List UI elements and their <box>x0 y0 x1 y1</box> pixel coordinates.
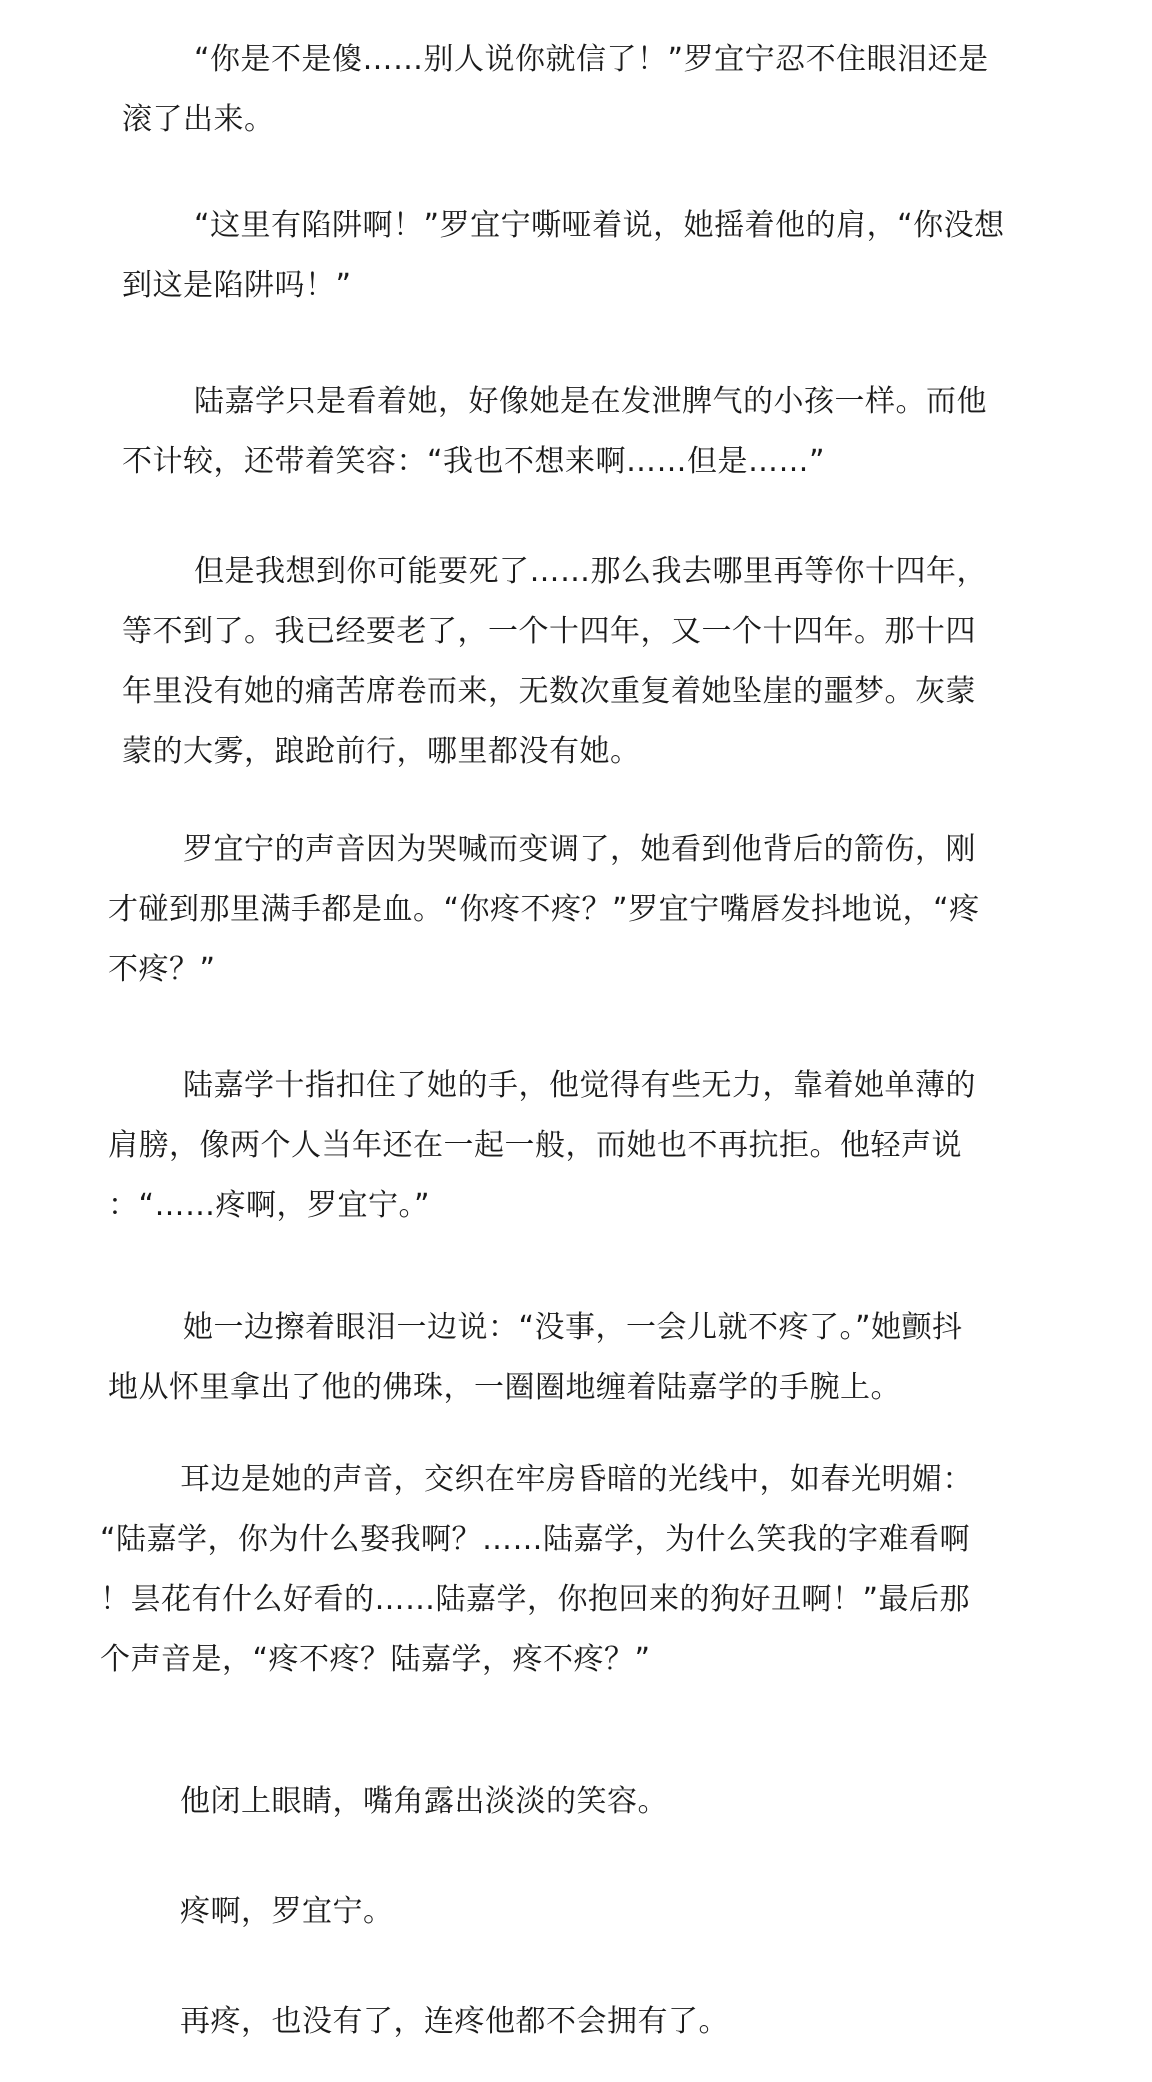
text-line: 陆嘉学只是看着她，好像她是在发泄脾气的小孩一样。而他 <box>194 384 987 419</box>
text-line: 滚了出来。 <box>122 102 275 137</box>
paragraph-6 <box>108 1056 1058 1236</box>
text-line: ！昙花有什么好看的……陆嘉学，你抱回来的狗好丑啊！”最后那 <box>100 1582 971 1617</box>
paragraph-10 <box>180 1882 1060 1942</box>
text-line: 耳边是她的声音，交织在牢房昏暗的光线中，如春光明媚： <box>180 1462 973 1497</box>
text-line: 个声音是，“疼不疼？陆嘉学，疼不疼？” <box>100 1642 651 1677</box>
text-line: “陆嘉学，你为什么娶我啊？……陆嘉学，为什么笑我的字难看啊 <box>100 1522 971 1557</box>
text-line: 蒙的大雾，踉跄前行，哪里都没有她。 <box>122 734 641 769</box>
text-line: 不疼？” <box>108 952 216 987</box>
text-line: 但是我想到你可能要死了……那么我去哪里再等你十四年， <box>194 554 987 589</box>
paragraph-5 <box>108 820 1058 1000</box>
text-line: 他闭上眼睛，嘴角露出淡淡的笑容。 <box>180 1784 668 1819</box>
text-line: “这里有陷阱啊！”罗宜宁嘶哑着说，她摇着他的肩，“你没想 <box>194 208 1005 243</box>
text-line: 到这是陷阱吗！” <box>122 268 352 303</box>
text-line: 罗宜宁的声音因为哭喊而变调了，她看到他背后的箭伤，刚 <box>183 832 976 867</box>
text-line: 才碰到那里满手都是血。“你疼不疼？”罗宜宁嘴唇发抖地说，“疼 <box>108 892 980 927</box>
paragraph-7 <box>108 1298 1058 1418</box>
text-line: 疼啊，罗宜宁。 <box>180 1894 394 1929</box>
text-line: 陆嘉学十指扣住了她的手，他觉得有些无力，靠着她单薄的 <box>183 1068 976 1103</box>
text-line: 肩膀，像两个人当年还在一起一般，而她也不再抗拒。他轻声说 <box>108 1128 962 1163</box>
text-line: “你是不是傻……别人说你就信了！”罗宜宁忍不住眼泪还是 <box>194 42 989 77</box>
paragraph-11 <box>180 1992 1060 2052</box>
text-line: 她一边擦着眼泪一边说：“没事，一会儿就不疼了。”她颤抖 <box>183 1310 963 1345</box>
text-line: 年里没有她的痛苦席卷而来，无数次重复着她坠崖的噩梦。灰蒙 <box>122 674 976 709</box>
paragraph-2 <box>122 196 1062 316</box>
paragraph-8 <box>100 1450 1070 1690</box>
text-line: 不计较，还带着笑容：“我也不想来啊……但是……” <box>122 444 826 479</box>
text-line: 地从怀里拿出了他的佛珠，一圈圈地缠着陆嘉学的手腕上。 <box>108 1370 901 1405</box>
text-line: 再疼，也没有了，连疼他都不会拥有了。 <box>180 2004 729 2039</box>
text-line: ：“……疼啊，罗宜宁。” <box>108 1188 431 1223</box>
text-line: 等不到了。我已经要老了，一个十四年，又一个十四年。那十四 <box>122 614 976 649</box>
paragraph-1 <box>122 30 1062 150</box>
paragraph-3 <box>122 372 1062 492</box>
paragraph-9 <box>180 1772 1060 1832</box>
paragraph-4 <box>122 542 1062 782</box>
